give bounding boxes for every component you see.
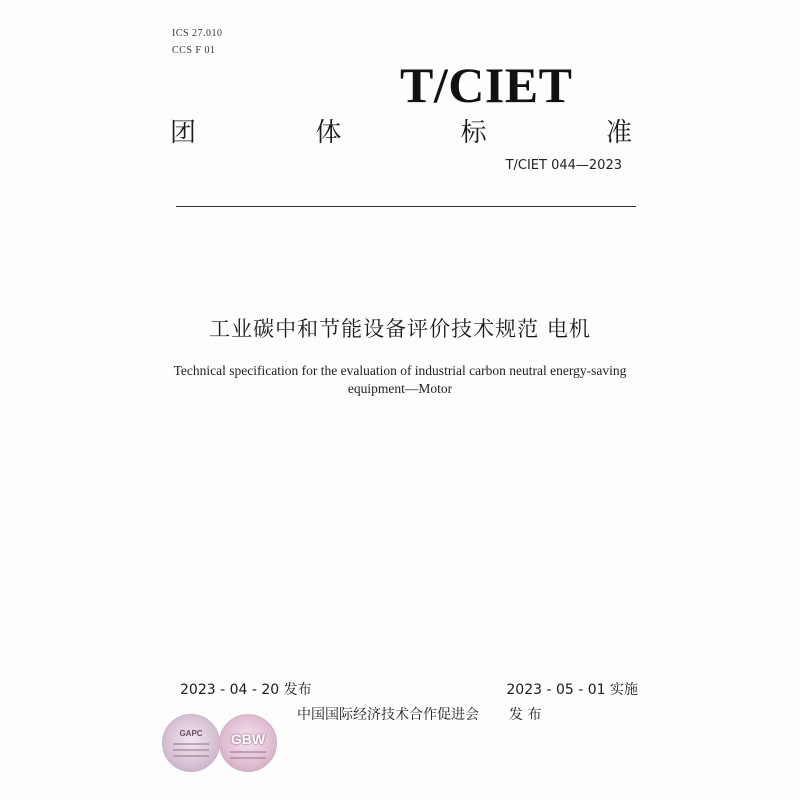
publish-date: 2023 - 04 - 20 发布 [180, 682, 312, 698]
standard-type-char: 准 [605, 118, 632, 148]
standard-type-char: 标 [460, 118, 487, 148]
anti-counterfeit-seal-right [219, 714, 277, 772]
standard-type-char: 体 [315, 118, 342, 148]
title-chinese: 工业碳中和节能设备评价技术规范 电机 [209, 317, 591, 341]
issuer-name: 中国国际经济技术合作促进会 [297, 707, 479, 723]
seal-right-label: GBW [230, 731, 266, 747]
seal-decoration [230, 757, 266, 759]
seal-left-label: GAPC [179, 729, 203, 738]
title-english-line-1: Technical specification for the evaluation of industrial carbon neutral energy-saving [173, 363, 627, 378]
header-divider [176, 206, 636, 207]
standard-type-heading [170, 112, 632, 149]
seal-decoration [173, 749, 209, 751]
seal-decoration [173, 755, 209, 757]
ics-code: ICS 27.010 [172, 28, 223, 39]
issuing-organization [297, 704, 541, 724]
ccs-code: CCS F 01 [172, 45, 216, 56]
standard-brand-mark: T/CIET [400, 57, 573, 113]
seal-decoration [230, 751, 266, 753]
title-english-line-2: equipment—Motor [347, 381, 453, 396]
anti-counterfeit-seal-left [162, 714, 220, 772]
seal-decoration [173, 743, 209, 745]
issuer-action: 发 布 [509, 707, 542, 723]
implement-date: 2023 - 05 - 01 实施 [506, 682, 638, 698]
standard-number: T/CIET 044—2023 [505, 158, 622, 173]
standard-type-char: 团 [170, 118, 197, 148]
